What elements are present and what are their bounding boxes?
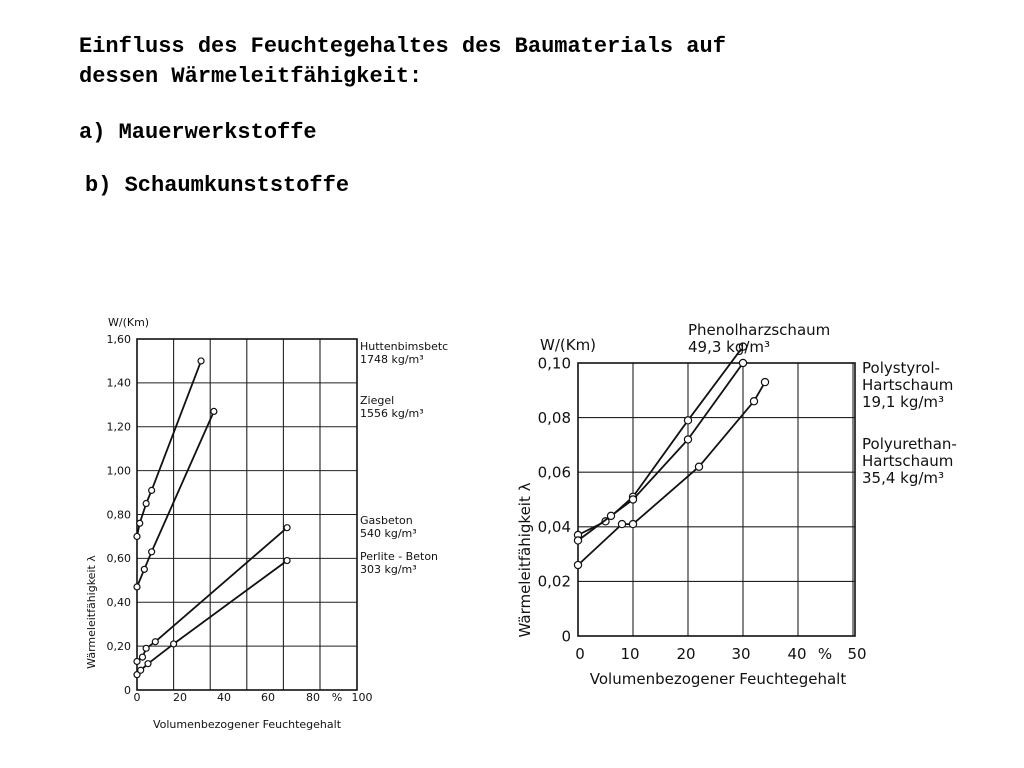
panel-a-series-detail-label: 1556 kg/m³ [360, 407, 424, 420]
panel-b-y-axis-label: Wärmeleitfähigkeit λ [516, 482, 534, 638]
panel-a-y-tick-label: 1,00 [106, 464, 131, 478]
panel-a-x-tick-label: 60 [261, 691, 275, 704]
panel-a-data-point [143, 645, 149, 651]
panel-b-series-name-label: Phenolharzschaum [688, 321, 831, 339]
panel-b-series-detail-label: 35,4 kg/m³ [862, 469, 945, 487]
panel-a-x-tick-label: 80 [306, 691, 320, 704]
panel-a-x-axis-label: Volumenbezogener Feuchtegehalt [152, 718, 342, 731]
panel-a-y-tick-label: 1,40 [106, 376, 131, 390]
panel-a-series-line [137, 561, 287, 675]
panel-a-data-point [284, 558, 290, 564]
panel-b-series-name-label-cont: Hartschaum [862, 452, 954, 470]
panel-a-series-detail-label: 540 kg/m³ [360, 527, 417, 540]
panel-b-x-tick-label: 40 [787, 645, 807, 663]
panel-b-series-detail-label: 19,1 kg/m³ [862, 393, 945, 411]
panel-b-x-tick-label: % [817, 645, 833, 663]
panel-a-data-point [134, 658, 140, 664]
panel-a-y-tick-label: 0,40 [106, 596, 131, 610]
panel-a-data-point [284, 525, 290, 531]
panel-a-series-detail-label: 303 kg/m³ [360, 563, 417, 576]
panel-b-series-line [578, 347, 743, 535]
panel-b-y-tick-label: 0,08 [537, 408, 571, 427]
panel-b-series-line [578, 382, 765, 565]
panel-b-series-name-label-cont: Hartschaum [862, 376, 954, 394]
item-b-label: b) Schaumkunststoffe [85, 173, 350, 198]
panel-a-data-point [152, 639, 158, 645]
panel-b-x-tick-label: 20 [676, 645, 696, 663]
panel-a-data-point [211, 408, 217, 414]
panel-a-series-name-label: Huttenbimsbetc [360, 340, 449, 353]
panel-b-data-point [695, 463, 702, 470]
panel-b-data-point [574, 561, 581, 568]
panel-b-data-point [739, 359, 746, 366]
panel-a-y-axis-label: Wärmeleitfähigkeit λ [85, 555, 98, 669]
panel-a-data-point [171, 641, 177, 647]
panel-b-x-tick-label: 10 [620, 645, 640, 663]
panel-a-x-tick-label: % [331, 691, 343, 704]
panel-a-y-tick-label: 0,20 [106, 639, 131, 653]
panel-a-data-point [139, 654, 145, 660]
panel-b-y-tick-label: 0,06 [537, 463, 571, 482]
panel-a-y-tick-label: 0,60 [106, 552, 131, 566]
panel-b-y-tick-label: 0,10 [537, 354, 571, 373]
panel-a-data-point [138, 667, 144, 673]
panel-a-data-point [134, 533, 140, 539]
item-a-label: a) Mauerwerkstoffe [79, 120, 317, 145]
panel-a-series-line [137, 528, 287, 662]
panel-b-data-point [618, 520, 625, 527]
panel-b-data-point [750, 398, 757, 405]
panel-a-x-tick-label: 0 [133, 691, 141, 704]
panel-b-x-tick-label: 0 [575, 645, 585, 663]
panel-a-series-name-label: Ziegel [360, 394, 395, 407]
panel-b-x-tick-label: 30 [731, 645, 751, 663]
panel-a-y-tick-label: 0 [124, 683, 131, 697]
panel-a-data-point [198, 358, 204, 364]
panel-b-data-point [761, 379, 768, 386]
panel-a-y-tick-label: 0,80 [106, 508, 131, 522]
panel-b-data-point [684, 436, 691, 443]
panel-b-data-point [684, 417, 691, 424]
page-title-line-1: Einfluss des Feuchtegehaltes des Baumaterials auf [79, 34, 726, 59]
panel-a-data-point [143, 501, 149, 507]
panel-a-data-point [145, 661, 151, 667]
panel-b-data-point [629, 520, 636, 527]
panel-b-series-line [578, 363, 743, 541]
panel-a-x-tick-label: 40 [217, 691, 231, 704]
panel-a-y-tick-label: 1,20 [106, 420, 131, 434]
panel-a-data-point [134, 584, 140, 590]
panel-b-data-point [629, 496, 636, 503]
panel-a-series-line [137, 361, 201, 537]
panel-b-series-name-label: Polystyrol- [862, 359, 940, 377]
panel-b-y-tick-label: 0 [561, 627, 571, 646]
panel-a-series-name-label: Gasbeton [360, 514, 413, 527]
panel-a-data-point [149, 549, 155, 555]
panel-b-y-tick-label: 0,04 [537, 518, 571, 537]
page-title-line-2: dessen Wärmeleitfähigkeit: [79, 64, 423, 89]
panel-a-data-point [141, 566, 147, 572]
panel-a-data-point [137, 520, 143, 526]
panel-b-y-tick-label: 0,02 [537, 572, 571, 591]
panel-a-y-unit-label: W/(Km) [108, 316, 150, 329]
panel-b-series-name-label: Polyurethan- [862, 435, 957, 453]
panel-b-series-detail-label: 49,3 kg/m³ [688, 338, 771, 356]
panel-b-y-unit-label: W/(Km) [540, 336, 597, 354]
panel-a-x-tick-label: 100 [351, 691, 373, 704]
panel-a-y-tick-label: 1,60 [106, 332, 131, 346]
panel-b-data-point [607, 512, 614, 519]
panel-a-data-point [149, 487, 155, 493]
panel-a-series-detail-label: 1748 kg/m³ [360, 353, 424, 366]
panel-b-plot-frame [578, 363, 855, 636]
panel-a-series-name-label: Perlite - Beton [360, 550, 439, 563]
panel-b-x-tick-label: 50 [847, 645, 867, 663]
panel-a-x-tick-label: 20 [173, 691, 187, 704]
panel-b-x-axis-label: Volumenbezogener Feuchtegehalt [589, 670, 847, 688]
panel-b-data-point [574, 537, 581, 544]
